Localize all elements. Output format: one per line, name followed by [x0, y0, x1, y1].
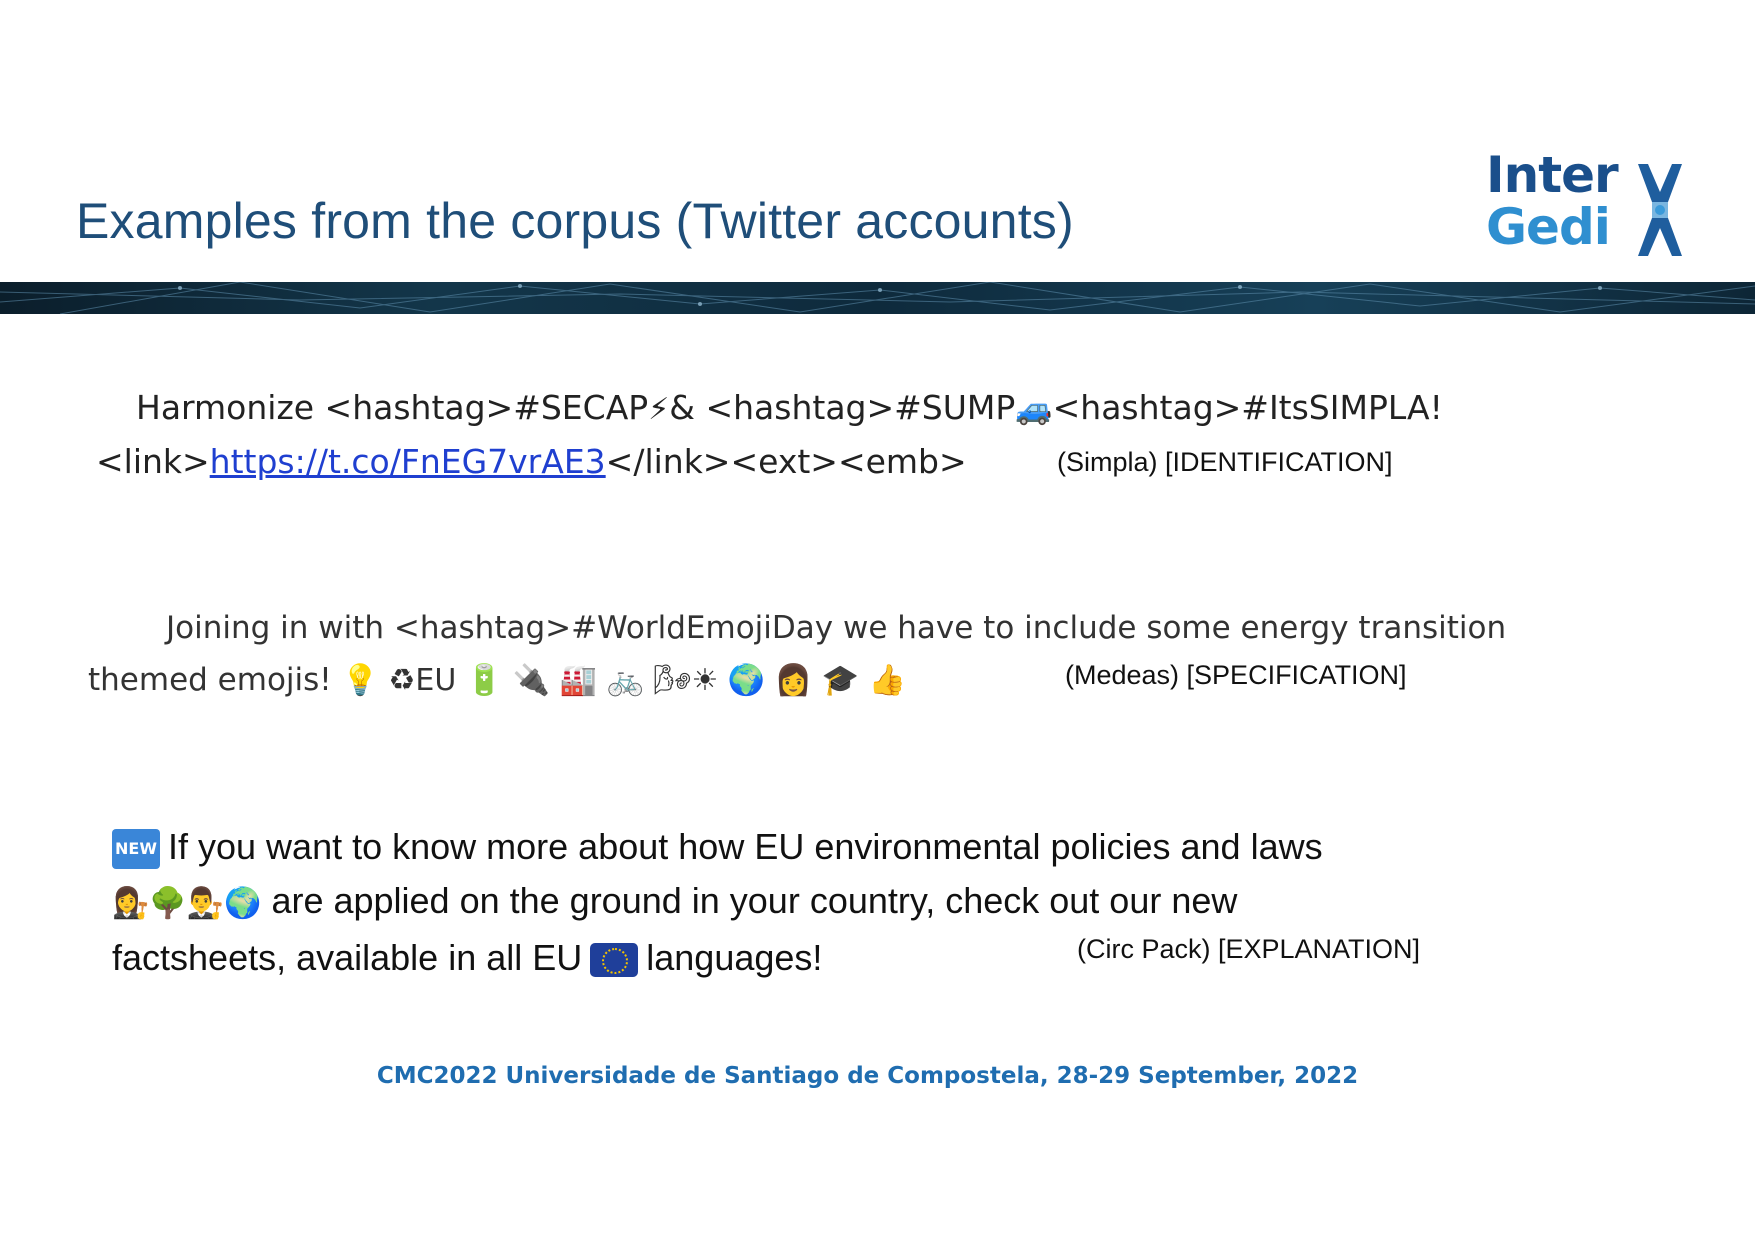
tweet-text: </link><ext><emb>	[605, 442, 967, 481]
tweet-text: factsheets, available in all EU	[112, 937, 583, 978]
tweet-line	[88, 602, 1506, 654]
tweet-line	[112, 874, 1323, 931]
intergedi-logo	[1486, 146, 1686, 262]
tweet-text: <link>	[96, 442, 210, 481]
logo-text-inter: Inter	[1486, 146, 1618, 204]
footer-text: CMC2022 Universidade de Santiago de Compostela, 28-29 September, 2022	[376, 1063, 1359, 1089]
header-banner	[0, 282, 1755, 314]
tweet-medeas	[88, 602, 1506, 707]
eu-flag-icon	[590, 943, 638, 977]
new-badge-icon: NEW	[112, 829, 160, 869]
slide-title: Examples from the corpus (Twitter accounts)	[76, 193, 1074, 249]
tweet-text: Harmonize <hashtag>#SECAP	[136, 388, 649, 427]
car-icon: 🚙	[1015, 392, 1053, 427]
tweet-text: If you want to know more about how EU environmental policies and laws	[168, 826, 1323, 867]
tweet-text: are applied on the ground in your country, check out our new	[271, 880, 1238, 921]
tweet-text: Joining in with <hashtag>#WorldEmojiDay we have to include some energy transition	[166, 610, 1507, 646]
category-label-medeas: (Medeas) [SPECIFICATION]	[1065, 660, 1407, 690]
logo-text-gedi: Gedi	[1486, 198, 1610, 256]
category-label-circ-pack: (Circ Pack) [EXPLANATION]	[1077, 934, 1421, 964]
energy-emoji-row: 💡 ♻EU 🔋 🔌 🏭 🚲 🌬☀ 🌍 👩 🎓 👍	[341, 663, 906, 698]
lightning-icon: ⚡	[648, 392, 670, 427]
tweet-link[interactable]: https://t.co/FnEG7vrAE3	[209, 442, 606, 481]
network-pattern	[0, 282, 1755, 314]
category-label-simpla: (Simpla) [IDENTIFICATION]	[1057, 447, 1393, 477]
tweet-text: languages!	[646, 937, 823, 978]
tweet-line	[112, 820, 1323, 874]
tweet-line	[96, 382, 1443, 436]
conference-footer	[0, 1063, 1755, 1089]
tweet-text: <hashtag>#ItsSIMPLA!	[1052, 388, 1443, 427]
tweet-text: & <hashtag>#SUMP	[669, 388, 1016, 427]
judge-tree-globe-emoji-row: 👩‍⚖️🌳👨‍⚖️🌍	[112, 887, 262, 920]
tweet-text: themed emojis!	[88, 662, 332, 698]
logo-mark-icon	[1634, 162, 1686, 258]
